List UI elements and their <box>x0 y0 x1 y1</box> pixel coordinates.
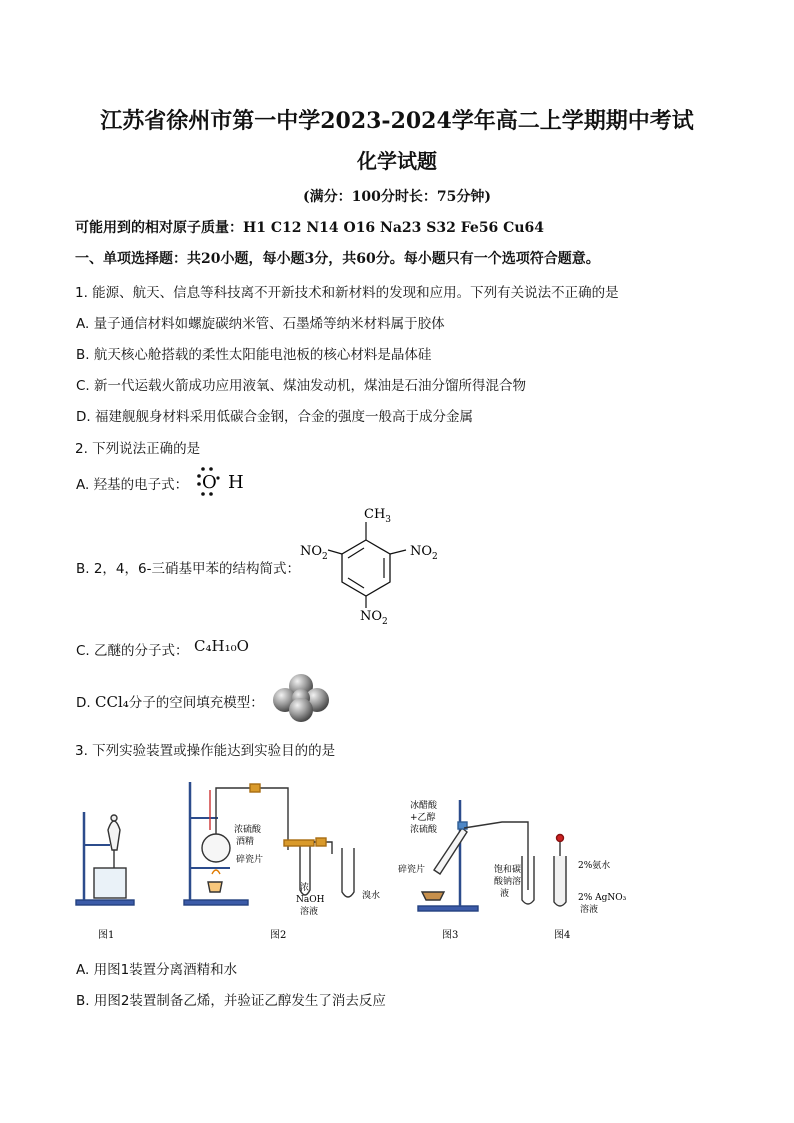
fig3-label-6: 酸钠溶 <box>494 877 522 887</box>
q3-stem: 3. 下列实验装置或操作能达到实验目的的是 <box>75 743 336 759</box>
nitro-label-left: $NO_2$ <box>300 544 328 562</box>
ccl4-formula: CCl₄ <box>94 693 129 711</box>
nitro-label-right: $NO_2$ <box>410 544 438 562</box>
atomic-masses: 可能用到的相对原子质量：H1 C12 N14 O16 Na23 S32 Fe56 Cu64 <box>75 220 544 236</box>
fig3-label-5: 饱和碳 <box>494 865 522 875</box>
fig2-label-1: 浓硫酸 <box>234 825 262 835</box>
page-title: 江苏省徐州市第一中学2023-2024学年高二上学期期中考试 <box>100 108 694 134</box>
ccl4-space-filling-model <box>270 672 332 724</box>
fig4-caption: 图4 <box>554 930 571 941</box>
fig1-caption: 图1 <box>98 930 115 941</box>
fig3-label-2: +乙醇 <box>410 813 436 823</box>
q2-d-suffix: 分子的空间填充模型： <box>128 695 264 711</box>
methyl-label: $CH_3$ <box>364 507 392 525</box>
fig3-label-7: 液 <box>500 889 510 899</box>
diethyl-ether-formula: C₄H₁₀O <box>194 637 249 655</box>
fig4-label-2: 2% AgNO₃ <box>578 893 627 903</box>
fig4-label-3: 溶液 <box>580 905 599 915</box>
q1-option-b: B. 航天核心舱搭载的柔性太阳能电池板的核心材料是晶体硅 <box>76 347 432 363</box>
fig4-silver-mirror-setup <box>554 835 566 907</box>
fig3-label-4: 碎瓷片 <box>398 865 426 875</box>
q2-option-c: C. 乙醚的分子式： <box>76 643 189 659</box>
fig2-label-2: 酒精 <box>236 837 255 847</box>
q2-d-prefix: D. <box>76 695 95 711</box>
experiment-apparatus-figure <box>70 770 627 945</box>
hydroxyl-electron-formula <box>190 464 250 498</box>
nitro-label-bottom: $NO_2$ <box>360 609 388 627</box>
fig2-label-3: 碎瓷片 <box>236 855 264 865</box>
fig3-label-3: 浓硫酸 <box>410 825 438 835</box>
fig2-ethylene-setup <box>184 782 354 905</box>
fig2-caption: 图2 <box>270 930 287 941</box>
q2-option-b: B. 2，4，6-三硝基甲苯的结构简式： <box>76 561 300 577</box>
page-subtitle: 化学试题 <box>357 149 437 173</box>
fig2-label-4: 浓 <box>300 883 310 893</box>
q3-option-b: B. 用图2装置制备乙烯，并验证乙醇发生了消去反应 <box>76 993 386 1009</box>
q1-option-d: D. 福建舰舰身材料采用低碳合金钢，合金的强度一般高于成分金属 <box>76 409 473 425</box>
fig3-caption: 图3 <box>442 930 459 941</box>
hydrogen-symbol: H <box>228 472 244 493</box>
q2-stem: 2. 下列说法正确的是 <box>75 441 201 457</box>
fig1-separatory-setup <box>76 812 134 905</box>
q3-option-a: A. 用图1装置分离酒精和水 <box>76 962 238 978</box>
fig2-label-6: 溶液 <box>300 907 319 917</box>
q1-option-a: A. 量子通信材料如螺旋碳纳米管、石墨烯等纳米材料属于胶体 <box>76 316 445 332</box>
oxygen-symbol: O <box>202 472 217 493</box>
fig2-label-5: NaOH <box>296 895 325 905</box>
exam-meta: (满分：100分时长：75分钟) <box>303 189 491 205</box>
q2-option-d <box>76 691 264 711</box>
fig2-label-7: 溴水 <box>362 891 381 901</box>
tnt-structure <box>298 500 448 628</box>
q1-option-c: C. 新一代运载火箭成功应用液氧、煤油发动机，煤油是石油分馏所得混合物 <box>76 378 527 394</box>
fig3-label-1: 冰醋酸 <box>410 801 438 811</box>
q2-option-a: A. 羟基的电子式： <box>76 477 189 493</box>
fig4-label-1: 2%氨水 <box>578 861 611 871</box>
section-heading: 一、单项选择题：共20小题，每小题3分，共60分。每小题只有一个选项符合题意。 <box>75 251 600 267</box>
q1-stem: 1. 能源、航天、信息等科技离不开新技术和新材料的发现和应用。下列有关说法不正确的是 <box>75 285 619 301</box>
